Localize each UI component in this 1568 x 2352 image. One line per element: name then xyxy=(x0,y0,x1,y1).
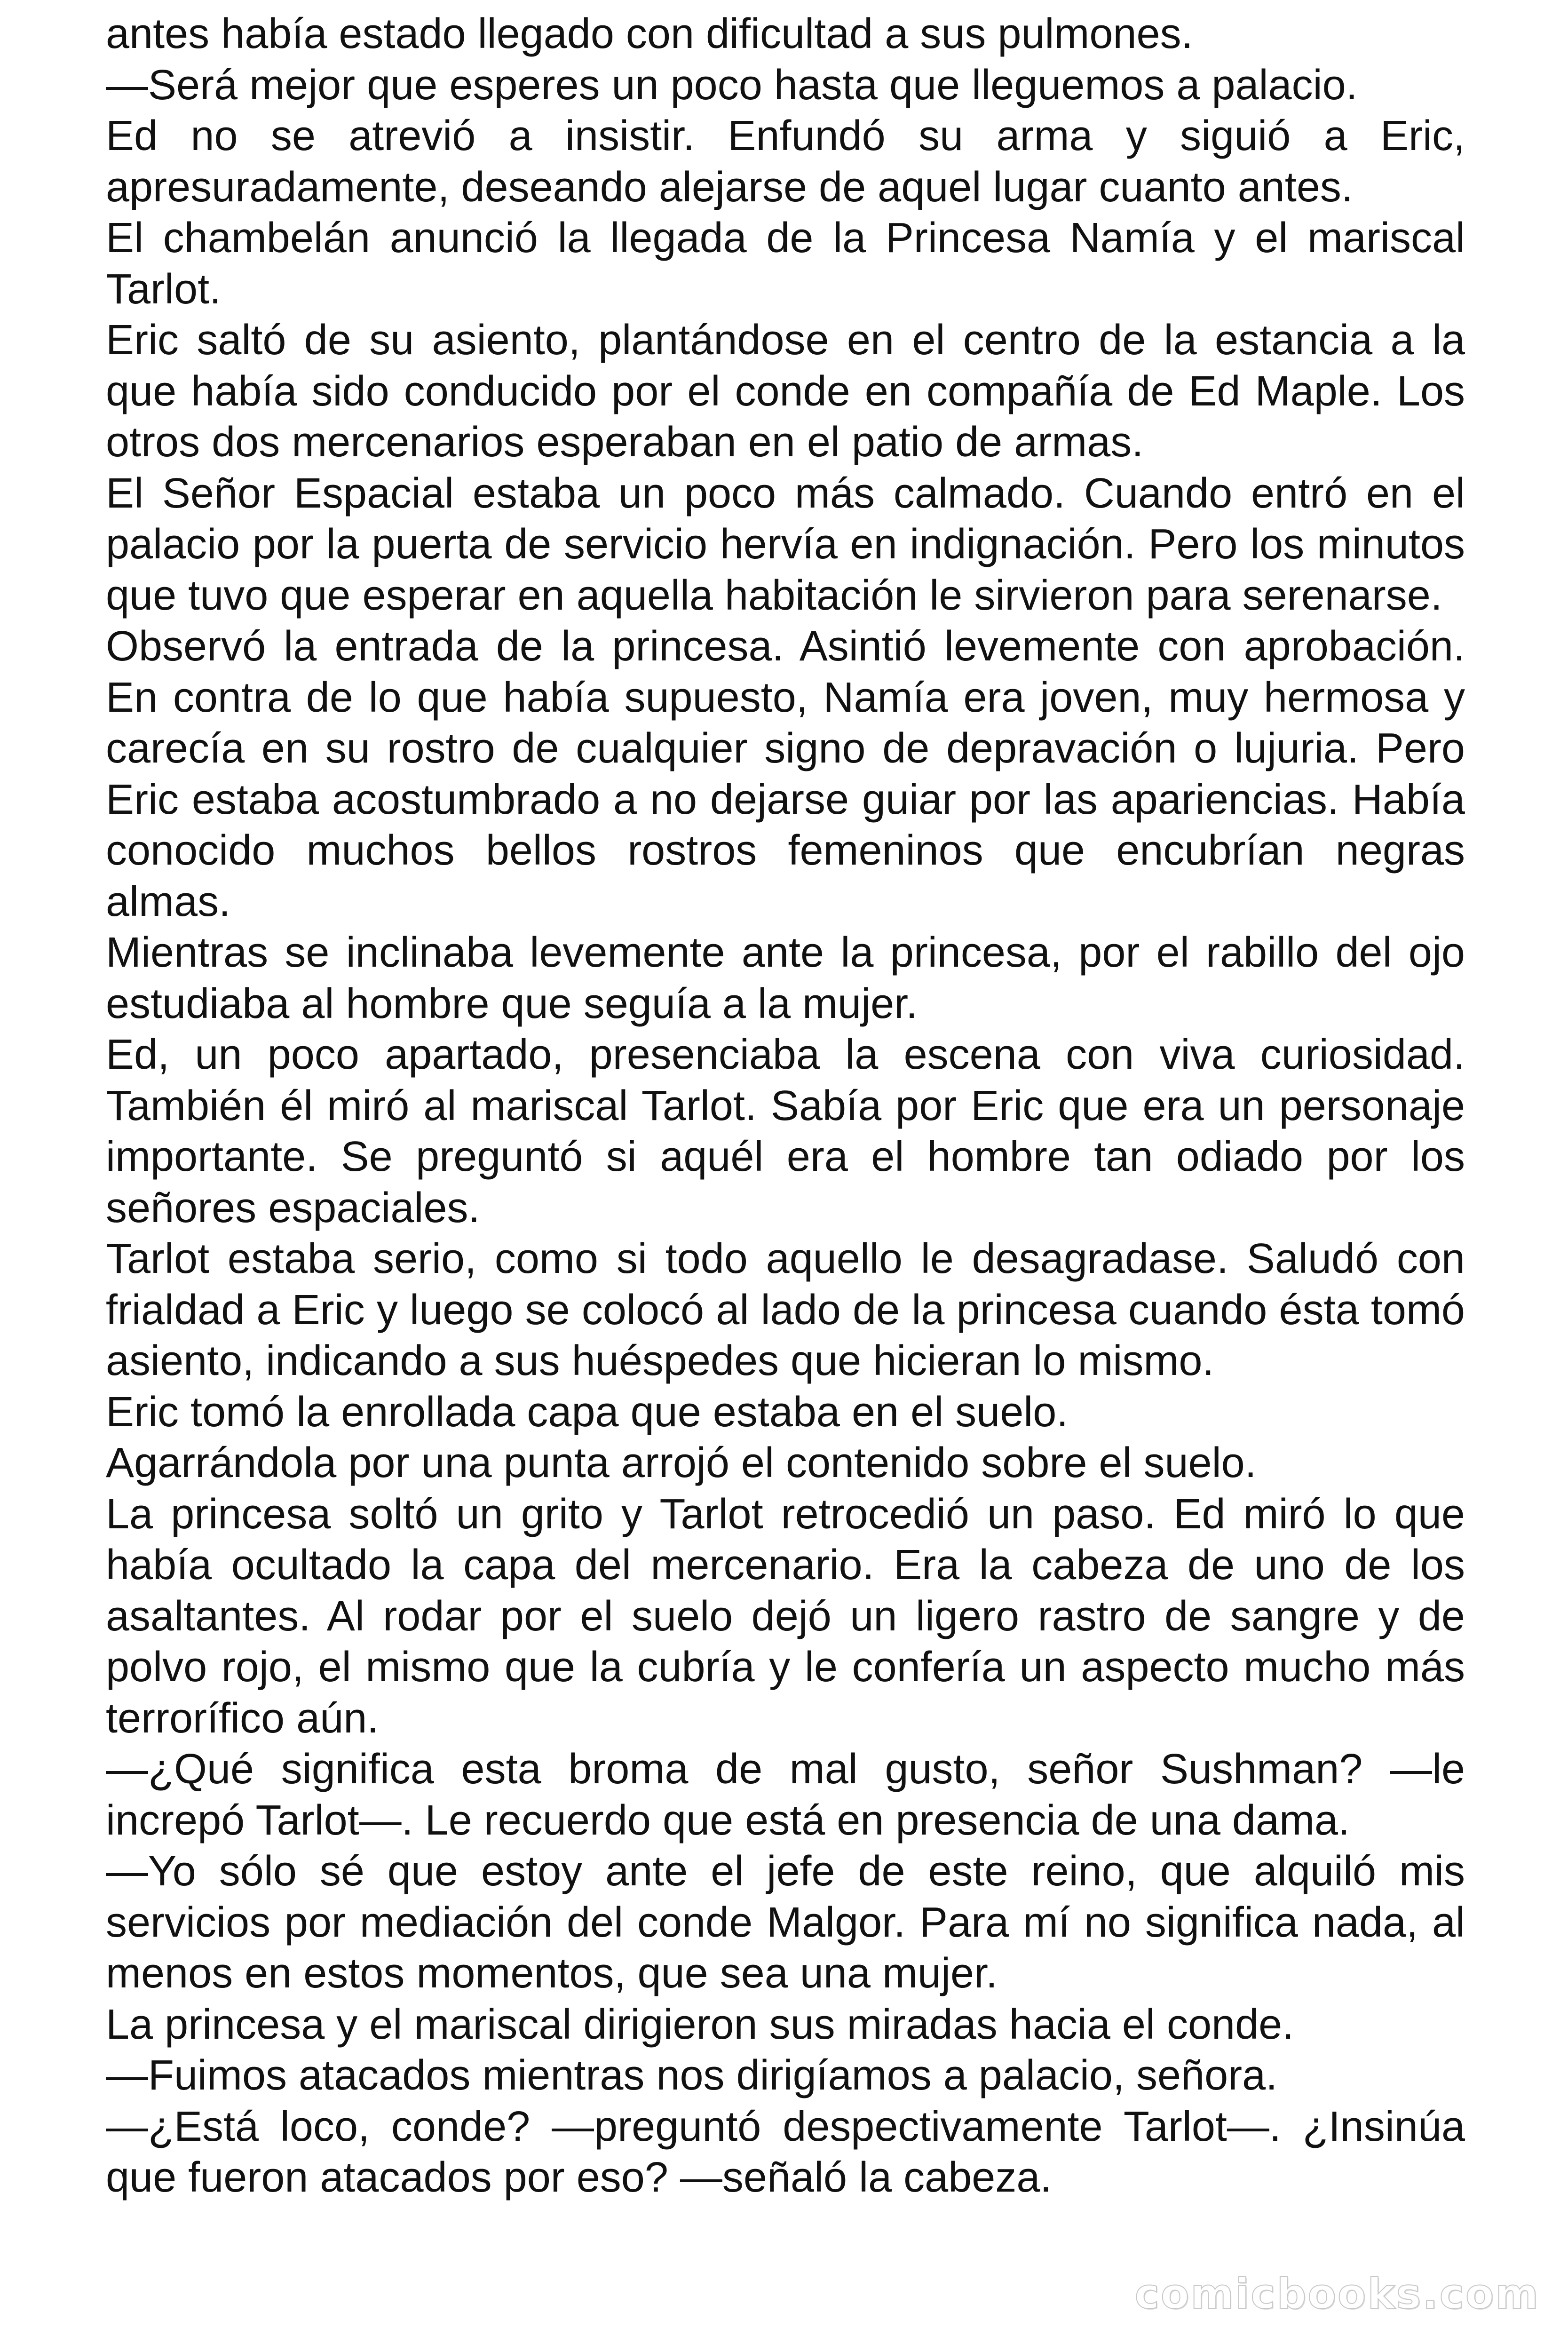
watermark: comicbooks.com xyxy=(1134,2270,1540,2318)
body-text xyxy=(106,8,1465,2203)
paragraph: Agarrándola por una punta arrojó el contenido sobre el suelo. xyxy=(106,1439,1257,1486)
paragraph: antes había estado llegado con dificultad a sus pulmones. xyxy=(106,10,1193,57)
paragraph: Tarlot estaba serio, como si todo aquello le desagradase. Saludó con frialdad a Eric y luego se colocó al lado de la princesa cuando ésta tomó asiento, indicando a sus huéspedes que hicieran lo mismo. xyxy=(106,1235,1465,1384)
paragraph: El chambelán anunció la llegada de la Princesa Namía y el mariscal Tarlot. xyxy=(106,215,1465,313)
paragraph: El Señor Espacial estaba un poco más calmado. Cuando entró en el palacio por la puerta de servicio hervía en indignación. Pero los minutos que tuvo que esperar en aquella habitación le sirvieron para serenarse. xyxy=(106,469,1465,619)
paragraph: La princesa soltó un grito y Tarlot retrocedió un paso. Ed miró lo que había ocultado la capa del mercenario. Era la cabeza de uno de los asaltantes. Al rodar por el suelo dejó un ligero rastro de sangre y de polvo rojo, el mismo que la cubría y le confería un aspecto mucho más terrorífico aún. xyxy=(106,1490,1465,1742)
paragraph: La princesa y el mariscal dirigieron sus miradas hacia el conde. xyxy=(106,2001,1294,2048)
paragraph: —Será mejor que esperes un poco hasta que lleguemos a palacio. xyxy=(106,61,1358,109)
paragraph: Ed no se atrevió a insistir. Enfundó su arma y siguió a Eric, apresuradamente, deseando alejarse de aquel lugar cuanto antes. xyxy=(106,112,1465,211)
paragraph: Eric saltó de su asiento, plantándose en el centro de la estancia a la que había sido conducido por el conde en compañía de Ed Maple. Los otros dos mercenarios esperaban en el patio de armas. xyxy=(106,317,1465,466)
paragraph: Ed, un poco apartado, presenciaba la escena con viva curiosidad. También él miró al mariscal Tarlot. Sabía por Eric que era un personaje importante. Se preguntó si aquél era el hombre tan odiado por los señores espaciales. xyxy=(106,1031,1465,1232)
paragraph: Eric tomó la enrollada capa que estaba en el suelo. xyxy=(106,1388,1069,1436)
paragraph: —¿Está loco, conde? —preguntó despectivamente Tarlot—. ¿Insinúa que fueron atacados por eso? —señaló la cabeza. xyxy=(106,2103,1465,2201)
paragraph: —Fuimos atacados mientras nos dirigíamos a palacio, señora. xyxy=(106,2052,1278,2099)
paragraph: —¿Qué significa esta broma de mal gusto, señor Sushman? —le increpó Tarlot—. Le recuerdo que está en presencia de una dama. xyxy=(106,1746,1465,1844)
paragraph: —Yo sólo sé que estoy ante el jefe de este reino, que alquiló mis servicios por mediación del conde Malgor. Para mí no significa nada, al menos en estos momentos, que sea una mujer. xyxy=(106,1848,1465,1997)
paragraph: Observó la entrada de la princesa. Asintió levemente con aprobación. En contra de lo que había supuesto, Namía era joven, muy hermosa y carecía en su rostro de cualquier signo de depravación o lujuria. Pero Eric estaba acostumbrado a no dejarse guiar por las apariencias. Había conocido muchos bellos rostros femeninos que encubrían negras almas. xyxy=(106,623,1465,925)
paragraph: Mientras se inclinaba levemente ante la princesa, por el rabillo del ojo estudiaba al hombre que seguía a la mujer. xyxy=(106,929,1465,1027)
